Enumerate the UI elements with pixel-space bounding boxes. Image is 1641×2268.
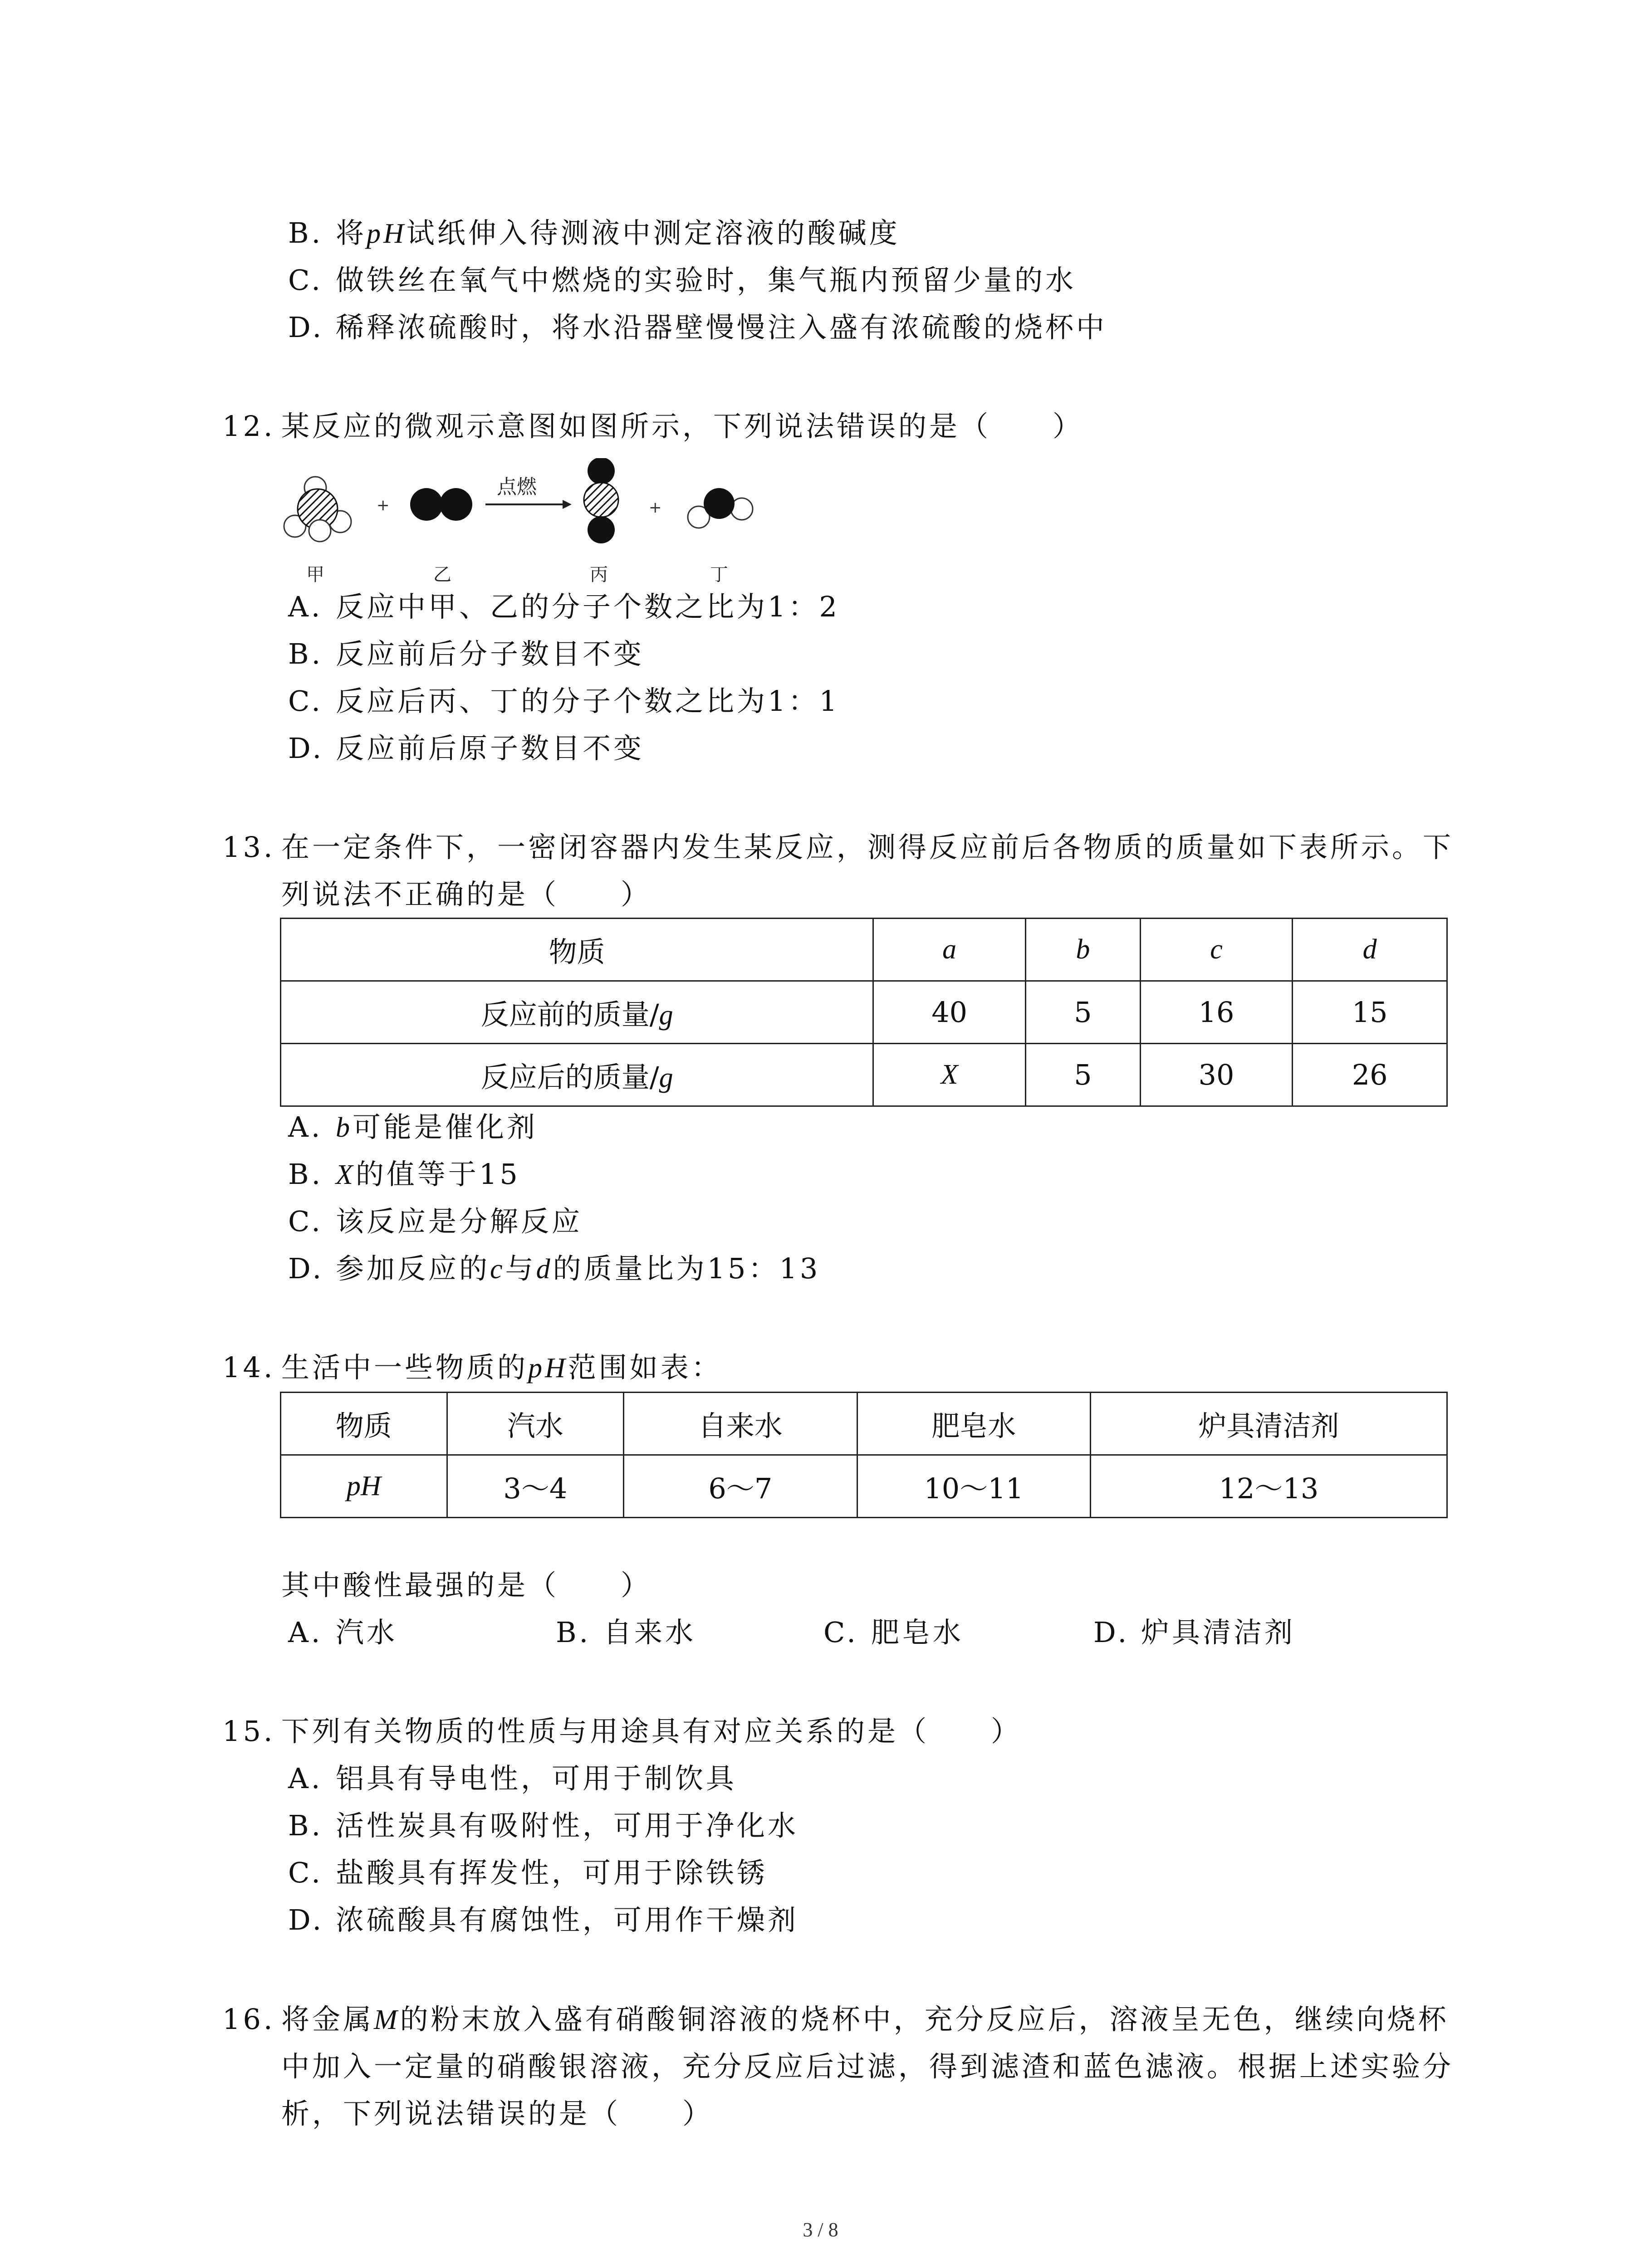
label-jia: 甲 <box>306 564 324 585</box>
table-header-cell: c <box>1140 919 1293 981</box>
table-cell: X <box>873 1044 1026 1106</box>
table-cell: 10～11 <box>857 1455 1090 1518</box>
q16-stem-line2: 中加入一定量的硝酸银溶液，充分反应后过滤，得到滤渣和蓝色滤液。根据上述实验分 <box>281 2050 1454 2083</box>
table-row-label: 反应后的质量/g <box>281 1044 873 1106</box>
table-cell: 26 <box>1293 1044 1447 1106</box>
table-cell: 15 <box>1293 981 1447 1044</box>
reaction-arrow <box>485 500 572 509</box>
q15-stem: 15. 下列有关物质的性质与用途具有对应关系的是（ ） <box>222 1715 1022 1748</box>
table-header-cell: 物质 <box>281 1393 447 1455</box>
q13-stem-line1: 13. 在一定条件下，一密闭容器内发生某反应，测得反应前后各物质的质量如下表所示。下 <box>222 831 1454 864</box>
label-bing: 丙 <box>590 564 608 585</box>
label-ding: 丁 <box>710 564 728 585</box>
q15-option-d: D. 浓硫酸具有腐蚀性，可用作干燥剂 <box>288 1903 799 1936</box>
table-row-label: 反应前的质量/g <box>281 981 873 1044</box>
table-header-cell: a <box>873 919 1026 981</box>
table-cell: 40 <box>873 981 1026 1044</box>
arrow-label-ignite: 点燃 <box>497 475 537 499</box>
plus-sign-2: + <box>649 499 662 517</box>
q13-option-a: A. b可能是催化剂 <box>288 1110 538 1144</box>
q11-option-b: B. 将pH试纸伸入待测液中测定溶液的酸碱度 <box>288 216 900 249</box>
table-row <box>281 981 1447 1044</box>
reaction-diagram <box>272 458 771 590</box>
table-row-label: pH <box>281 1455 447 1518</box>
q13-option-c: C. 该反应是分解反应 <box>288 1205 583 1238</box>
table-header-row <box>281 919 1447 981</box>
table-cell: 30 <box>1140 1044 1293 1106</box>
q14-ph-table <box>280 1392 1448 1518</box>
molecule-ding <box>688 488 753 528</box>
page-number: 3 / 8 <box>803 2219 838 2241</box>
table-header-cell: 自来水 <box>624 1393 857 1455</box>
q14-option-d: D. 炉具清洁剂 <box>1093 1616 1296 1649</box>
q12-option-d: D. 反应前后原子数目不变 <box>288 732 645 765</box>
molecule-yi <box>410 488 472 521</box>
table-header-cell: 物质 <box>281 919 873 981</box>
table-cell: 12～13 <box>1090 1455 1447 1518</box>
table-cell: 5 <box>1025 1044 1140 1106</box>
table-header-cell: b <box>1025 919 1140 981</box>
table-header-cell: 汽水 <box>447 1393 624 1455</box>
q14-stem: 14. 生活中一些物质的pH范围如表： <box>222 1351 722 1384</box>
q11-option-c: C. 做铁丝在氧气中燃烧的实验时，集气瓶内预留少量的水 <box>288 264 1077 297</box>
molecule-jia <box>284 477 351 542</box>
plus-sign-1: + <box>377 496 390 514</box>
q12-option-a: A. 反应中甲、乙的分子个数之比为1：2 <box>288 590 840 623</box>
molecule-bing <box>584 458 618 543</box>
q13-option-d: D. 参加反应的c与d的质量比为15：13 <box>288 1252 821 1285</box>
table-header-cell: 炉具清洁剂 <box>1090 1393 1447 1455</box>
q12-stem: 12. 某反应的微观示意图如图所示，下列说法错误的是（ ） <box>222 410 1084 443</box>
table-header-cell: 肥皂水 <box>857 1393 1090 1455</box>
q16-stem-line1: 16. 将金属M的粉末放入盛有硝酸铜溶液的烧杯中，充分反应后，溶液呈无色，继续向烧杯 <box>222 2003 1449 2036</box>
q14-option-b: B. 自来水 <box>556 1616 696 1649</box>
q15-option-b: B. 活性炭具有吸附性，可用于净化水 <box>288 1809 799 1842</box>
table-cell: 16 <box>1140 981 1293 1044</box>
q12-option-c: C. 反应后丙、丁的分子个数之比为1：1 <box>288 684 840 718</box>
q11-option-d: D. 稀释浓硫酸时，将水沿器壁慢慢注入盛有浓硫酸的烧杯中 <box>288 311 1107 344</box>
table-cell: 3～4 <box>447 1455 624 1518</box>
table-cell: 5 <box>1025 981 1140 1044</box>
q15-option-c: C. 盐酸具有挥发性，可用于除铁锈 <box>288 1856 768 1889</box>
table-row <box>281 1044 1447 1106</box>
q13-stem-line2: 列说法不正确的是（ ） <box>281 878 652 911</box>
table-header-row <box>281 1393 1447 1455</box>
label-yi: 乙 <box>433 564 451 585</box>
q13-mass-table <box>280 918 1448 1107</box>
q13-option-b: B. X的值等于15 <box>288 1158 520 1191</box>
q14-question: 其中酸性最强的是（ ） <box>281 1569 652 1602</box>
table-cell: 6～7 <box>624 1455 857 1518</box>
q14-option-a: A. 汽水 <box>288 1616 398 1649</box>
q12-option-b: B. 反应前后分子数目不变 <box>288 637 645 670</box>
q15-option-a: A. 铝具有导电性，可用于制饮具 <box>288 1762 737 1795</box>
table-header-cell: d <box>1293 919 1447 981</box>
q16-stem-line3: 析，下列说法错误的是（ ） <box>281 2097 714 2130</box>
q14-option-c: C. 肥皂水 <box>823 1616 964 1649</box>
table-row <box>281 1455 1447 1518</box>
